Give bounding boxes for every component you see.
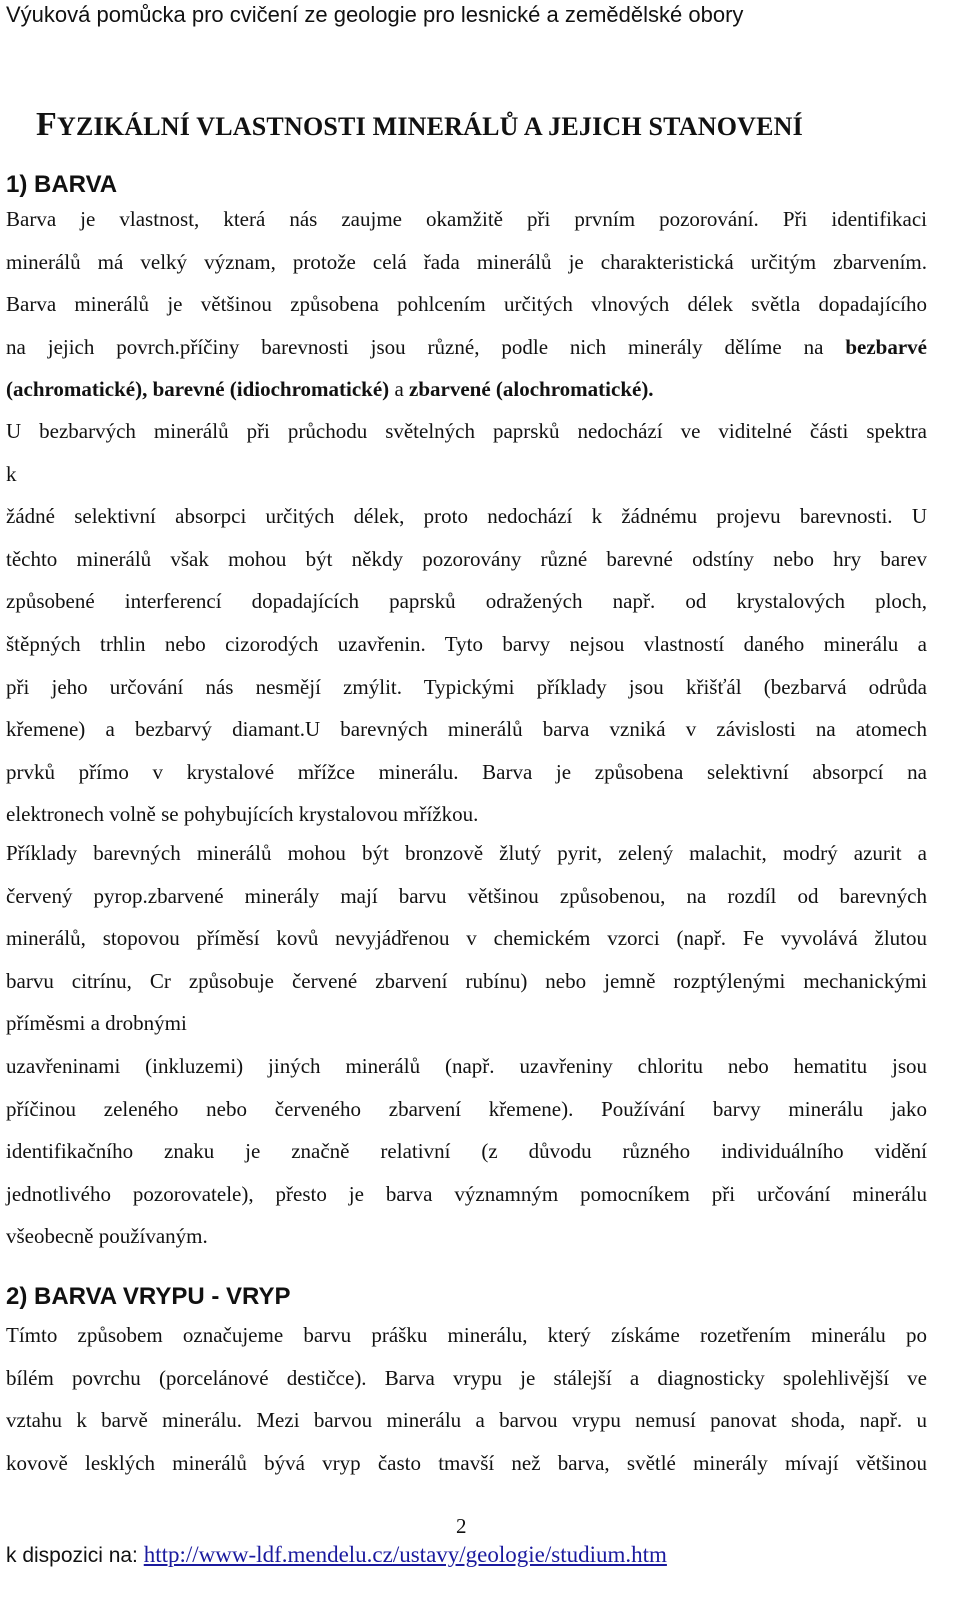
text-line: příměsmi a drobnými bbox=[6, 1011, 187, 1036]
text-line: všeobecně používaným. bbox=[6, 1224, 208, 1249]
text-line: Tímto způsobem označujeme barvu prášku minerálu, který získáme rozetřením minerálu po bbox=[6, 1323, 927, 1347]
bold-term-bezbarve: bezbarvé bbox=[845, 334, 927, 359]
text-line: štěpných trhlin nebo cizorodých uzavřenin. Tyto barvy nejsou vlastností daného minerálu a bbox=[6, 631, 927, 656]
bold-term-barevne: (achromatické), barevné (idiochromatické) bbox=[6, 377, 390, 402]
text-line: minerálů má velký význam, protože celá řada minerálů je charakteristická určitým zbarvením. bbox=[6, 249, 927, 274]
text-line: identifikačního znaku je značně relativní (z důvodu různého individuálního vidění bbox=[6, 1139, 927, 1164]
text-line: prvků přímo v krystalové mřížce minerálu. Barva je způsobena selektivní absorpcí na bbox=[6, 759, 927, 784]
text-line: bílém povrchu (porcelánové destičce). Barva vrypu je stálejší a diagnosticky spolehlivější ve bbox=[6, 1365, 927, 1390]
paragraph-barva-intro bbox=[6, 198, 927, 411]
text-line: k bbox=[6, 461, 17, 486]
text-fragment: a bbox=[389, 377, 410, 402]
text-line: žádné selektivní absorpci určitých délek, proto nedochází k žádnému projevu barevnosti. U bbox=[6, 504, 927, 529]
page-footer bbox=[6, 1541, 667, 1570]
paragraph-priklady bbox=[6, 832, 927, 1258]
text-line: uzavřeninami (inkluzemi) jiných minerálů (např. uzavřeniny chloritu nebo hematitu jsou bbox=[6, 1053, 927, 1078]
page-title bbox=[36, 108, 803, 144]
text-line: Barva minerálů je většinou způsobena pohlcením určitých vlnových délek světla dopadajícího bbox=[6, 292, 927, 317]
text-line: kovově lesklých minerálů bývá vryp často tmavší než barva, světlé minerály mívají většinou bbox=[6, 1450, 927, 1475]
page-number: 2 bbox=[456, 1514, 467, 1538]
section-heading-vryp: 2) BARVA VRYPU - VRYP bbox=[6, 1283, 291, 1310]
text-line: barvu citrínu, Cr způsobuje červené zbarvení rubínu) nebo jemně rozptýlenými mechanickými bbox=[6, 968, 927, 993]
text-line: minerálů, stopovou příměsí kovů nevyjádřenou v chemickém vzorci (např. Fe vyvolává žlutou bbox=[6, 926, 927, 951]
text-line: červený pyrop.zbarvené minerály mají barvu většinou způsobenou, na rozdíl od barevných bbox=[6, 883, 927, 908]
title-rest: YZIKÁLNÍ VLASTNOSTI MINERÁLŮ A JEJICH STANOVENÍ bbox=[56, 112, 803, 141]
text-fragment: na jejich povrch.příčiny barevnosti jsou různé, podle nich minerály dělíme na bbox=[6, 334, 846, 359]
paragraph-bezbarve-mineraly bbox=[6, 410, 927, 836]
text-line: elektronech volně se pohybujících krystalovou mřížkou. bbox=[6, 802, 479, 827]
text-line: těchto minerálů však mohou být někdy pozorovány různé barevné odstíny nebo hry barev bbox=[6, 546, 927, 571]
text-line bbox=[6, 368, 927, 411]
text-line: příčinou zeleného nebo červeného zbarvení křemene). Používání barvy minerálu jako bbox=[6, 1096, 927, 1121]
text-line: Příklady barevných minerálů mohou být bronzově žlutý pyrit, zelený malachit, modrý azurit a bbox=[6, 841, 927, 865]
paragraph-vryp bbox=[6, 1314, 927, 1484]
section-heading-barva: 1) BARVA bbox=[6, 171, 118, 198]
text-line: U bezbarvých minerálů při průchodu světelných paprsků nedochází ve viditelné části spektra bbox=[6, 419, 927, 443]
footer-prefix: k dispozici na: bbox=[6, 1544, 144, 1567]
text-line: Barva je vlastnost, která nás zaujme okamžitě při prvním pozorování. Při identifikaci bbox=[6, 207, 927, 231]
text-line: jednotlivého pozorovatele), přesto je barva významným pomocníkem při určování minerálu bbox=[6, 1181, 927, 1206]
title-initial: F bbox=[36, 106, 57, 143]
text-line: křemene) a bezbarvý diamant.U barevných minerálů barva vzniká v závislosti na atomech bbox=[6, 717, 927, 742]
text-line: vztahu k barvě minerálu. Mezi barvou minerálu a barvou vrypu nemusí panovat shoda, např. u bbox=[6, 1408, 927, 1433]
bold-term-zbarvene: zbarvené (alochromatické). bbox=[409, 377, 654, 402]
text-line bbox=[6, 326, 927, 369]
text-line: při jeho určování nás nesmějí zmýlit. Typickými příklady jsou křišťál (bezbarvá odrůda bbox=[6, 674, 927, 699]
running-header: Výuková pomůcka pro cvičení ze geologie pro lesnické a zemědělské obory bbox=[6, 2, 744, 27]
footer-link[interactable]: http://www-ldf.mendelu.cz/ustavy/geologie/studium.htm bbox=[143, 1542, 667, 1567]
text-line: způsobené interferencí dopadajících paprsků odražených např. od krystalových ploch, bbox=[6, 589, 927, 614]
